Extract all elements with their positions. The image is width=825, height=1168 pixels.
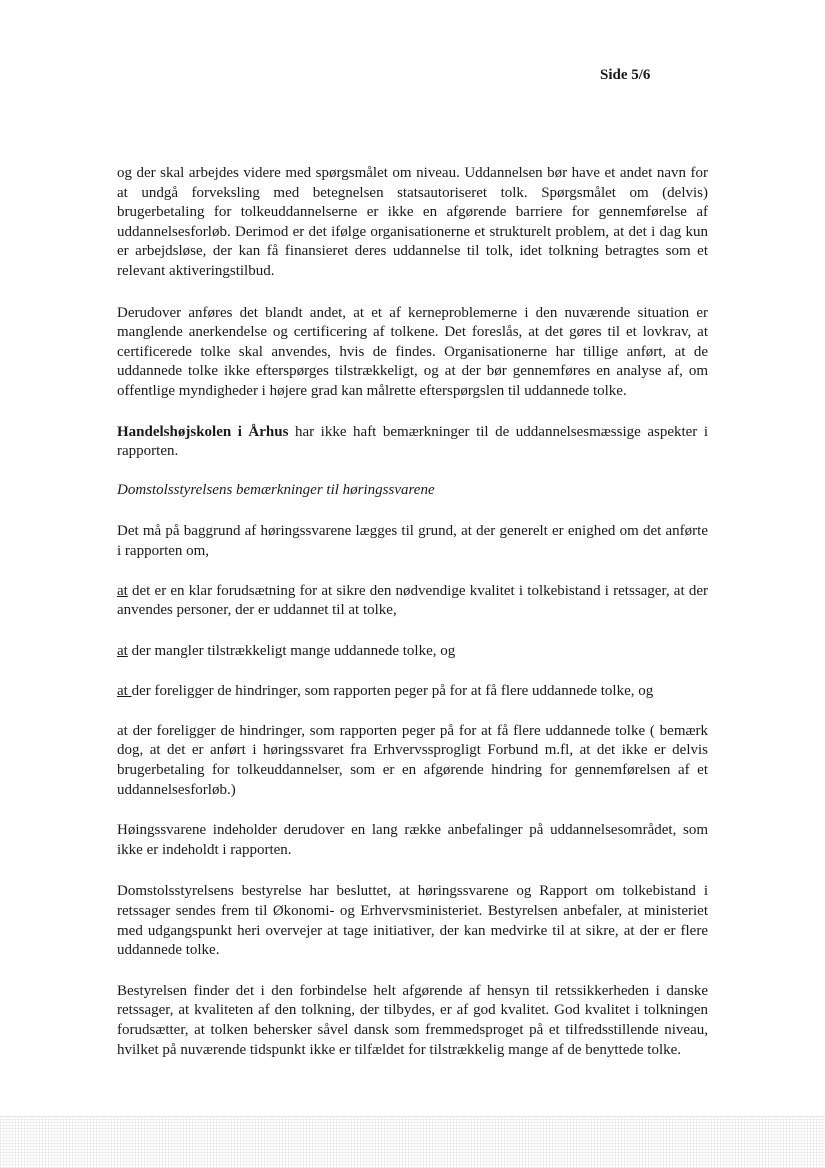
section-heading: Domstolsstyrelsens bemærkninger til høringssvarene: [117, 481, 435, 498]
list-item-shortage: [117, 642, 708, 662]
organisation-name: Handelshøjskolen i Århus: [117, 423, 289, 440]
list-item-text: der foreligger de hindringer, som rapporten peger på for at få flere uddannede tolke, og: [131, 683, 654, 700]
page-number: Side 5/6: [600, 67, 651, 83]
underlined-at: at: [117, 582, 128, 599]
paragraph-organisations-level: og der skal arbejdes videre med spørgsmålet om niveau. Uddannelsen bør have et andet navn for at undgå forveksling med betegnelsen statsautoriseret tolk. Spørgsmålet om (delvis) brugerbetaling for tolkeuddannelserne er ikke en afgørende barriere for gennemførelse af uddannelsesforløb. Derimod er det ifølge organisationerne et strukturelt problem, at det i dag kun er arbejdsløse, der kan få finansieret deres uddannelse til tolk, idet tolkning betragtes som et relevant aktiveringstilbud.: [117, 165, 708, 279]
paragraph-obstacles-note: at der foreligger de hindringer, som rapporten peger på for at få flere uddannede tolke ( bemærk dog, at det er anført i høringssvaret fra Erhvervssprogligt Forbund m.fl, at det ikke er delvis brugerbetaling for tolkeuddannelser, som er en afgørende hindring for gennemførelsen af et uddannelsesforløb.): [117, 722, 708, 798]
paragraph-board-decision: Domstolsstyrelsens bestyrelse har besluttet, at høringssvarene og Rapport om tolkebistand i retssager sendes frem til Økonomi- og Erhvervsministeriet. Bestyrelsen anbefaler, at ministeriet med udgangspunkt heri overvejer at tage initiativer, der kan medvirke til at sikre, at der er flere uddannede tolke.: [117, 883, 708, 959]
list-item-quality: [117, 582, 708, 621]
list-item-text: det er en klar forudsætning for at sikre den nødvendige kvalitet i tolkebistand i retssager, at der anvendes personer, der er uddannet til at tolke,: [117, 582, 708, 619]
paragraph-quality-requirement: Bestyrelsen finder det i den forbindelse helt afgørende af hensyn til retssikkerheden i danske retssager, at kvaliteten af den tolkning, der tilbydes, er af god kvalitet. God kvalitet i tolkningen forudsætter, at tolken behersker såvel dansk som fremmedsproget på et tilfredsstillende niveau, hvilket på nuværende tidspunkt ikke er tilfældet for tilstrækkelig mange af de benyttede tolke.: [117, 982, 708, 1058]
scan-footer-noise: [0, 1116, 825, 1168]
paragraph-text: har ikke haft bemærkninger til de uddannelsesmæssige aspekter i rapporten.: [117, 423, 708, 460]
paragraph-consensus: Det må på baggrund af høringssvarene lægges til grund, at der generelt er enighed om det anførte i rapporten om,: [117, 523, 708, 559]
paragraph-recommendations: Høingssvarene indeholder derudover en lang række anbefalinger på uddannelsesområdet, som ikke er indeholdt i rapporten.: [117, 822, 708, 858]
underlined-at: at: [117, 642, 128, 659]
document-body: [117, 164, 708, 1060]
list-item-text: der mangler tilstrækkeligt mange uddannede tolke, og: [127, 642, 456, 659]
list-item-obstacles: [117, 682, 708, 702]
paragraph-certification: Derudover anføres det blandt andet, at et af kerneproblemerne i den nuværende situation er manglende anerkendelse og certificering af tolkene. Det foreslås, at det gøres til et lovkrav, at certificerede tolke skal anvendes, hvis de findes. Organisationerne har tillige anført, at de uddannede tolke ikke efterspørges tilstrækkeligt, og at der bør gennemføres en analyse af, om offentlige myndigheder i højere grad kan målrette efterspørgslen til uddannede tolke.: [117, 304, 708, 399]
paragraph-handelshojskolen: [117, 423, 708, 462]
underlined-at: at: [117, 683, 132, 700]
